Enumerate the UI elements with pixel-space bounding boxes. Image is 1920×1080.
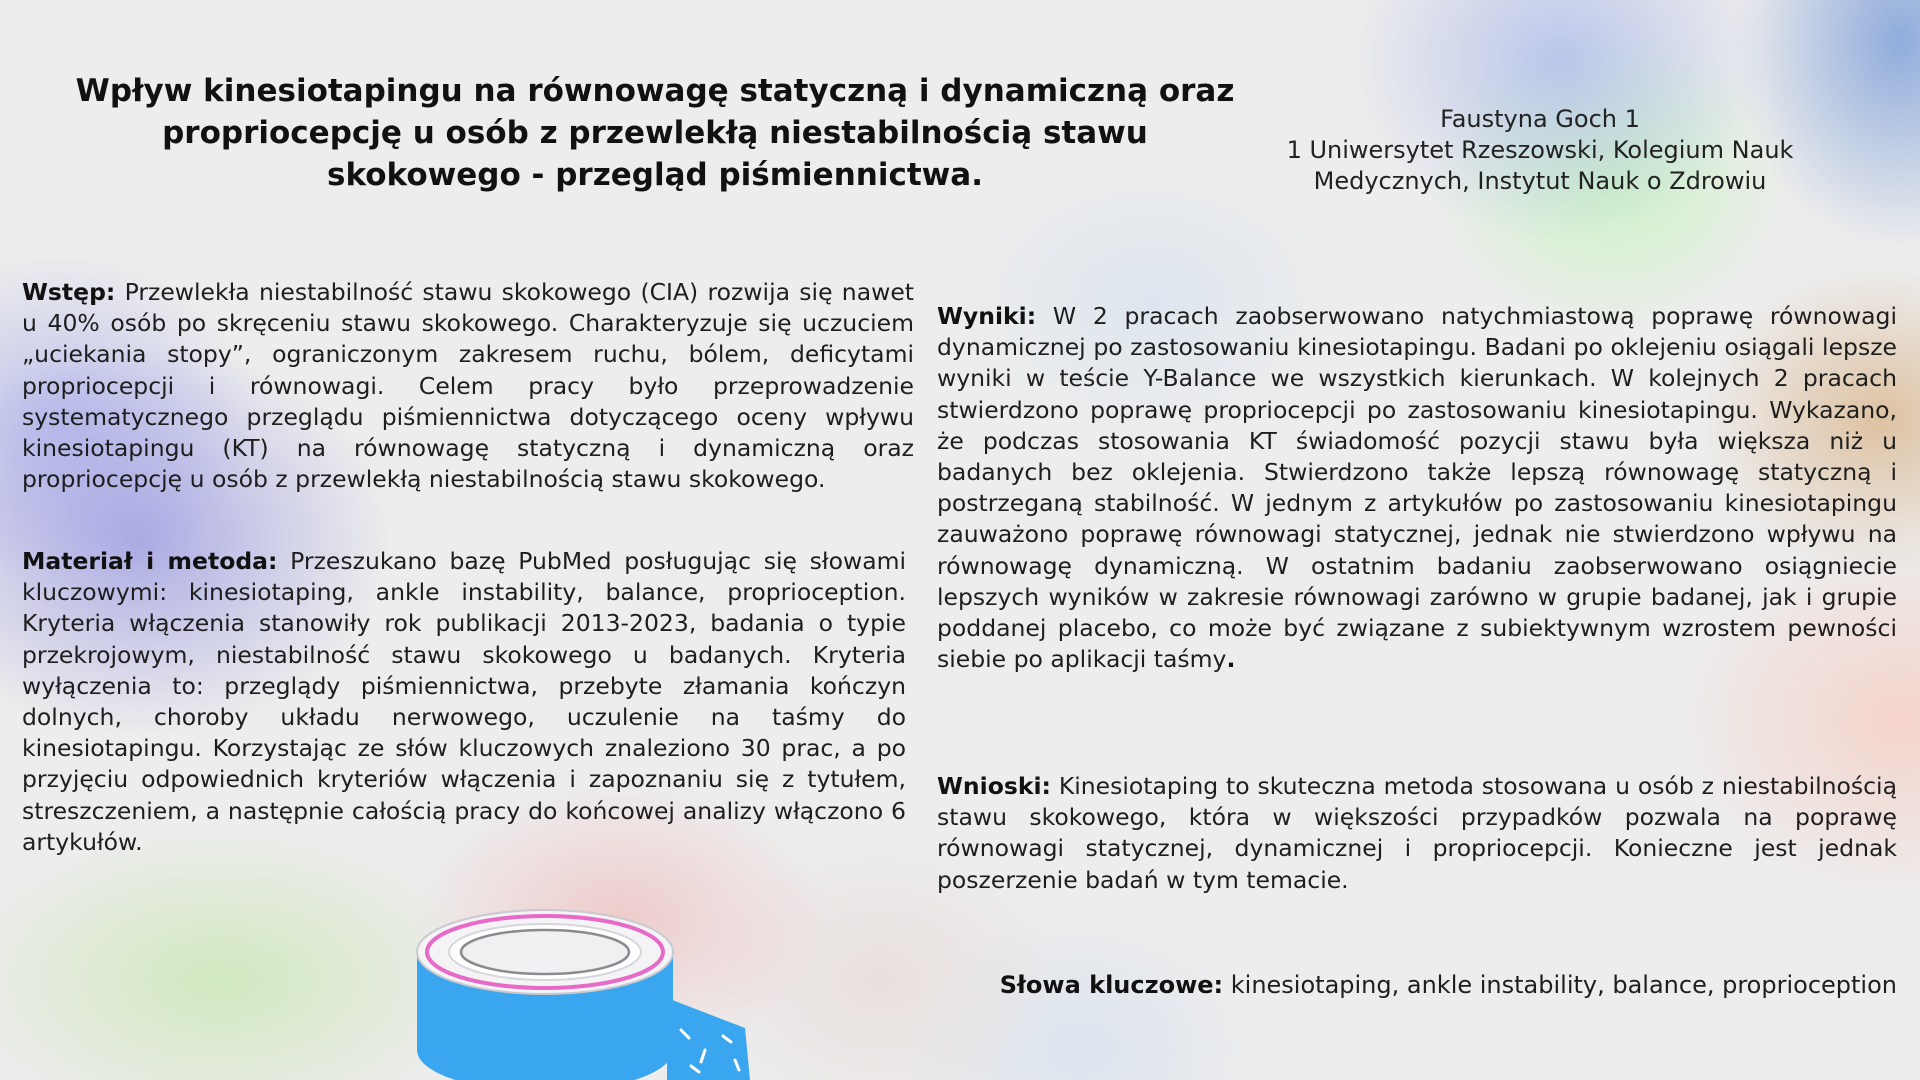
intro-text: Przewlekła niestabilność stawu skokowego (CIA) rozwija się nawet u 40% osób po skręceniu stawu skokowego. Charakteryzuje się uczuciem „uciekania stopy”, ograniczonym zakresem ruchu, bólem, deficytami propriocepcji i równowagi. Celem pracy było przeprowadzenie systematycznego przeglądu piśmiennictwa dotyczącego oceny wpływu kinesiotapingu (KT) na równowagę statyczną i dynamiczną oraz propriocepcję u osób z przewlekłą niestabilnością stawu skokowego.	[22, 278, 914, 494]
author-block	[1240, 104, 1840, 197]
results-section	[937, 301, 1897, 675]
author-affiliation-line2: Medycznych, Instytut Nauk o Zdrowiu	[1313, 167, 1767, 195]
results-text: W 2 pracach zaobserwowano natychmiastową poprawę równowagi dynamicznej po zastosowaniu kinesiotapingu. Badani po oklejeniu osiągali lepsze wyniki w teście Y-Balance we wszystkich kierunkach. W kolejnych 2 pracach stwierdzono poprawę propriocepcji po zastosowaniu kinesiotapingu. Wykazano, że podczas stosowania KT świadomość pozycji stawu była większa niż u badanych bez oklejenia. Stwierdzono także lepszą równowagę statyczną i postrzeganą stabilność. W jednym z artykułów po zastosowaniu kinesiotapingu zauważono poprawę równowagi statycznej, jednak nie stwierdzono wpływu na równowagę dynamiczną. W ostatnim badaniu zaobserwowano osiągniecie lepszych wyników w zakresie równowagi zarówno w grupie badanej, jak i grupie poddanej placebo, co może być związane z subiektywnym wzrostem pewności siebie po aplikacji taśmy	[937, 302, 1897, 674]
results-end: .	[1226, 645, 1236, 674]
conclusions-text: Kinesiotaping to skuteczna metoda stosowana u osób z niestabilnością stawu skokowego, która w większości przypadków pozwala na poprawę równowagi statycznej, dynamicznej i propriocepcji. Konieczne jest jednak poszerzenie badań w tym temacie.	[937, 772, 1897, 894]
author-affiliation-line1: 1 Uniwersytet Rzeszowski, Kolegium Nauk	[1286, 136, 1794, 164]
conclusions-section	[937, 771, 1897, 896]
author-name: Faustyna Goch 1	[1440, 105, 1640, 133]
intro-section	[22, 277, 914, 495]
keywords-label: Słowa kluczowe:	[999, 971, 1224, 999]
method-text: Przeszukano bazę PubMed posługując się słowami kluczowymi: kinesiotaping, ankle instability, balance, proprioception. Kryteria włączenia stanowiły rok publikacji 2013-2023, badania o typie przekrojowym, niestabilność stawu skokowego u badanych. Kryteria wyłączenia to: przeglądy piśmiennictwa, przebyte złamania kończyn dolnych, choroby układu nerwowego, uczulenie na taśmy do kinesiotapingu. Korzystając ze słów kluczowych znaleziono 30 prac, a po przyjęciu odpowiednich kryteriów włączenia i zapoznaniu się z tytułem, streszczeniem, a następnie całością pracy do końcowej analizy włączono 6 artykułów.	[22, 547, 907, 856]
kinesio-tape-roll-icon	[405, 900, 765, 1080]
poster-title: Wpływ kinesiotapingu na równowagę statyczną i dynamiczną oraz propriocepcję u osób z przewlekłą niestabilnością stawu skokowego - przegląd piśmiennictwa.	[75, 73, 1235, 193]
keywords-text: kinesiotaping, ankle instability, balance, proprioception	[1223, 971, 1897, 999]
method-section	[22, 546, 906, 858]
intro-label: Wstęp:	[22, 278, 116, 306]
keywords-line	[905, 969, 1897, 1001]
conclusions-label: Wnioski:	[937, 772, 1051, 800]
method-label: Materiał i metoda:	[22, 547, 278, 575]
results-label: Wyniki:	[937, 302, 1037, 330]
